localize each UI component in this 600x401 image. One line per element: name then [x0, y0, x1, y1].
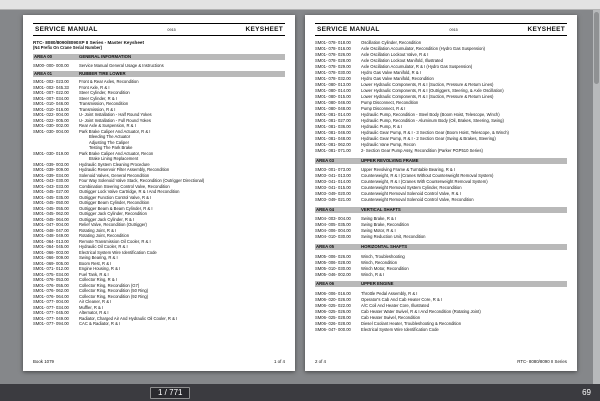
entry-code: SM01- 066- 003.00	[33, 249, 69, 255]
entry-description: Counterweight Removal Solenoid Control Valve, Recondition	[361, 197, 474, 203]
entry-code: SM06- 026- 028.00	[315, 320, 351, 326]
entry-code: SM01- 078- 018.00	[315, 40, 351, 45]
entry-description: Collector Ring, R & I	[79, 277, 117, 283]
entry-code: SM01- 076- 062.00	[33, 288, 69, 294]
viewer-bottom-toolbar	[0, 384, 600, 401]
entry-description: Front Axle, R & I	[79, 84, 110, 90]
entry-description: A/C Coil And Heater Core, Illustrated	[361, 302, 430, 308]
entry-description: Axle Oscillation Accumulator, R & I (Hydro Gas Suspension)	[361, 64, 473, 69]
entry-description: Park Brake Caliper And Actuator, Recon	[79, 150, 154, 156]
entry-description: Axle Oscillation Lockout Manifold, Illustrated	[361, 58, 443, 63]
keysheet-entry	[33, 321, 285, 327]
entry-description: Swing Brake, Recondition	[361, 222, 409, 228]
area-name: GENERAL INFORMATION	[79, 54, 132, 59]
subentry-text: Testing The Park Brake	[89, 145, 133, 151]
area-section-header	[315, 207, 567, 213]
keysheet-entry-list-left	[33, 54, 285, 327]
entry-description: Axle Oscillation Accumulator, Recondition (Hydro Gas Suspension)	[361, 46, 486, 51]
area-code: AREA 00	[34, 54, 52, 59]
entry-code: SM01- 076- 064.00	[33, 293, 69, 299]
entry-description: Collector Ring, Recondition (G7)	[79, 282, 140, 288]
entry-description: Pump Disconnect, Recondition	[361, 100, 419, 105]
page-number-indicator[interactable]: 1 / 771	[150, 387, 190, 399]
entry-description: Steer Cylinder, Recondition	[79, 90, 130, 96]
entry-description: Hydro Gas Valve Manifold, Recondition	[361, 76, 434, 81]
scrollbar-thumb[interactable]	[594, 12, 599, 84]
subentry-text: Adjusting The Caliper	[89, 139, 129, 145]
entry-description: Cab Heater Swivel, Recondition	[361, 314, 421, 320]
entry-code: SM01- 071- 012.00	[33, 266, 69, 272]
area-code: AREA 06	[316, 281, 334, 287]
entry-code: SM01- 081- 048.00	[315, 136, 351, 141]
entry-description: Electrical System Wire Identification Code	[361, 326, 439, 332]
entry-description: Swing Bearing, R & I	[79, 255, 118, 261]
entry-code: SM06- 025- 022.00	[315, 302, 351, 308]
entry-description: Hydraulic Pump, R & I	[361, 124, 403, 129]
entry-code: SM04- 010- 030.00	[315, 234, 351, 240]
keysheet-entry	[315, 197, 567, 203]
entry-code: SM01- 010- 046.00	[33, 101, 69, 107]
entry-code: SM01- 064- 045.00	[33, 244, 69, 250]
page-header-left: SERVICE MANUAL	[35, 26, 98, 33]
entry-code: SM01- 045- 050.00	[33, 200, 69, 206]
entry-code: SM01- 081- 071.00	[315, 148, 351, 153]
zoom-level: 69	[582, 388, 591, 397]
entry-code: SM01- 077- 094.00	[33, 321, 69, 327]
area-code: AREA 05	[316, 243, 334, 249]
entry-description: Combination Steering Control Valve, Recondition	[79, 183, 170, 189]
document-page-1	[23, 15, 295, 371]
entry-code: SM01- 045- 035.00	[33, 194, 69, 200]
page-header	[33, 23, 285, 36]
entry-description: Transmission, R & I	[79, 106, 116, 112]
entry-description: Oscillation Cylinder, Recondition	[361, 40, 422, 45]
entry-code: SM01- 081- 046.00	[315, 130, 351, 135]
area-name: VERTICAL SHAFTS	[361, 206, 401, 212]
entry-description: Hydraulic Gear Pump, R & I - 2 Section Gear (Swing & Brakes, Steering)	[361, 136, 496, 141]
entry-code: SM01- 043- 030.00	[33, 178, 69, 184]
entry-code: SM01- 030- 004.00	[33, 128, 69, 134]
entry-code: SM01- 064- 013.00	[33, 238, 69, 244]
entry-code: SM01- 039- 034.00	[33, 172, 69, 178]
vertical-scrollbar[interactable]	[593, 10, 600, 384]
entry-code: SM01- 078- 030.00	[315, 70, 351, 75]
document-title-block	[33, 40, 285, 50]
entry-description: Transmission, Recondition	[79, 101, 129, 107]
entry-code: SM01- 030- 019.00	[33, 150, 69, 156]
entry-code: SM01- 080- 014.00	[315, 88, 351, 93]
entry-code: SM01- 078- 032.00	[315, 76, 351, 81]
entry-description: Hydraulic Oil Cooler, R & I	[79, 244, 128, 250]
footer-page-count: 1 of 4	[274, 359, 285, 364]
entry-description: Counterweight Removal System Cylinder, Recondition	[361, 185, 462, 191]
entry-code: SM01- 078- 016.00	[315, 46, 351, 51]
entry-code: SM01- 080- 013.00	[315, 82, 351, 87]
keysheet-entry	[315, 272, 567, 278]
entry-code: SM01- 039- 003.00	[33, 161, 69, 167]
entry-description: Lower Hydraulic Components, R & I (Suction, Pressure & Return Lines)	[361, 94, 494, 99]
entry-code: SM03- 041- 014.00	[315, 179, 351, 185]
entry-code: SM01- 076- 053.00	[33, 277, 69, 283]
entry-code: SM01- 030- 002.00	[33, 123, 69, 129]
entry-description: Rotating Joint, R & I	[79, 227, 117, 233]
area-name: UPPER ENGINE	[361, 281, 394, 287]
entry-description: CAC & Radiator, R & I	[79, 321, 121, 327]
entry-description: Collector Ring, Recondition (50 Ring)	[79, 288, 149, 294]
entry-code: SM01- 045- 027.00	[33, 189, 69, 195]
area-section-header	[315, 244, 567, 250]
subentry-text: Brake Lining Replacement	[89, 156, 139, 162]
entry-description: Front & Rear Axles, Recondition	[79, 79, 139, 85]
entry-code: SM01- 080- 046.00	[315, 100, 351, 105]
entry-code: SM01- 048- 049.00	[33, 233, 69, 239]
entry-code: SM01- 047- 004.00	[33, 222, 69, 228]
entry-description: Outrigger Beam Cylinder, Recondition	[79, 200, 150, 206]
entry-description: Collector Ring, Recondition (92 Ring)	[79, 293, 149, 299]
entry-description: Throttle Pedal Assembly, R & I	[361, 290, 418, 296]
entry-description: Counterweight Removal Solenoid Control Valve, R & I	[361, 191, 461, 197]
entry-code: SM01- 022- 004.00	[33, 112, 69, 118]
entry-code: SM05- 006- 026.00	[315, 253, 351, 259]
entry-code: SM01- 045- 064.00	[33, 216, 69, 222]
entry-code: SM01- 077- 045.00	[33, 310, 69, 316]
entry-description: Solenoid Valves, General Recondition	[79, 172, 150, 178]
page-header-date-code: 0915	[167, 28, 176, 32]
subentry-text: Bleeding The Actuator	[89, 134, 131, 140]
entry-code: SM01- 045- 055.00	[33, 205, 69, 211]
entry-description: Engine Housing, R & I	[79, 266, 121, 272]
entry-code: SM01- 048- 047.00	[33, 227, 69, 233]
entry-description: Service Manual General Usage & Instructions	[79, 62, 164, 68]
entry-description: Cab Heater Water Swivel, R & I And Recondition (Rotating Joint)	[361, 308, 481, 314]
entry-code: SM01- 007- 034.00	[33, 95, 69, 101]
entry-code: SM01- 077- 034.00	[33, 304, 69, 310]
keysheet-entry-list-right	[315, 40, 567, 333]
area-code: AREA 03	[316, 157, 334, 163]
entry-code: SM01- 002- 045.33	[33, 84, 69, 90]
entry-code: SM01- 045- 062.00	[33, 211, 69, 217]
entry-code: SM01- 078- 029.00	[315, 64, 351, 69]
entry-description: Outrigger Lock Valve Cartridge, R & I And Recondition	[79, 189, 180, 195]
entry-description: Electrical System Wire Identification Code	[79, 249, 157, 255]
entry-description: Rear Axle & Suspension, R & I	[79, 123, 136, 129]
entry-description: Diesel Coolant Heater, Troubleshooting & Recondition	[361, 320, 462, 326]
entry-code: SM01- 077- 004.00	[33, 299, 69, 305]
document-page-2	[305, 15, 577, 371]
entry-description: Pump Disconnect, R & I	[361, 106, 406, 111]
entry-description: Hydro Gas Valve Manifold, R & I	[361, 70, 421, 75]
entry-description: U- Joint Installation - Half Round Yokes	[79, 112, 152, 118]
entry-code: SM01- 078- 026.00	[315, 52, 351, 57]
browser-toolbar-strip	[0, 0, 600, 10]
entry-description: Alternator, R & I	[79, 310, 109, 316]
footer-series-name: RTC- 8080/8090 II Series	[517, 359, 567, 364]
entry-description: Lower Hydraulic Components, R & I (Outriggers, Steering, & Axle Oscillation)	[361, 88, 504, 93]
entry-code: SM06- 025- 026.00	[315, 308, 351, 314]
document-title: RTC- 8080/8090/8090XP II Series - Master Keysheet	[33, 40, 144, 45]
entry-description: Outrigger Jack Cylinder, R & I	[79, 216, 135, 222]
entry-code: SM01- 081- 062.00	[315, 142, 351, 147]
entry-code: SM01- 022- 005.00	[33, 117, 69, 123]
entry-description: 2- Section Gear Pump Assy, Recondition (Parker PGP510 Series)	[361, 148, 483, 153]
entry-description: Swing Reduction Unit, Recondition	[361, 234, 426, 240]
entry-description: Winch Motor, Recondition	[361, 265, 409, 271]
entry-description: Remote Transmission Oil Cooler, R & I	[79, 238, 151, 244]
entry-code: SM01- 010- 016.00	[33, 106, 69, 112]
area-section-header	[33, 71, 285, 77]
area-section-header	[315, 281, 567, 287]
entry-code: SM01- 081- 027.00	[315, 118, 351, 123]
page-footer	[33, 359, 285, 364]
page-footer	[315, 359, 567, 364]
area-name: UPPER REVOLVING FRAME	[361, 157, 419, 163]
area-section-header	[315, 158, 567, 164]
entry-description: Counterweight, R & I (Cranes Without Counterweight Removal System)	[361, 173, 494, 179]
entry-code: SM01- 080- 015.00	[315, 94, 351, 99]
entry-code: SM06- 006- 016.00	[315, 290, 351, 296]
entry-code: SM01- 081- 014.00	[315, 112, 351, 117]
entry-code: SM01- 007- 022.00	[33, 90, 69, 96]
area-code: AREA 01	[34, 70, 52, 76]
entry-description: Swing Motor, R & I	[361, 228, 396, 234]
area-section-header	[33, 54, 285, 60]
entry-description: Hydraulic Pump, Recondition - Steel Body (Boom Hoist, Telescope, Winch)	[361, 112, 500, 117]
entry-description: Muffler, R & I	[79, 304, 104, 310]
document-subtitle: (N4 Prefix On Crane Serial Number)	[33, 45, 102, 50]
entry-description: Winch, Troubleshooting	[361, 253, 405, 259]
entry-description: Hydraulic Pump, Recondition - Aluminum Body (Oil, Brakes, Steering, Swing)	[361, 118, 504, 123]
entry-code: SM03- 041- 015.00	[315, 185, 351, 191]
entry-code: SM01- 002- 023.00	[33, 79, 69, 85]
entry-code: SM04- 006- 004.00	[315, 228, 351, 234]
entry-description: U- Joint Installation - Full Round Yokes	[79, 117, 151, 123]
entry-description: Swing Brake, R & I	[361, 216, 397, 222]
entry-description: Counterweight, R & I (Cranes With Counterweight Removal System)	[361, 179, 488, 185]
entry-code: SM01- 080- 048.00	[315, 106, 351, 111]
entry-code: SM05- 010- 030.00	[315, 265, 351, 271]
keysheet-entry	[33, 63, 285, 69]
entry-code: SM04- 003- 004.00	[315, 216, 351, 222]
page-header-right: KEYSHEET	[245, 26, 283, 33]
entry-code: SM01- 039- 009.00	[33, 167, 69, 173]
area-code: AREA 04	[316, 206, 334, 212]
entry-description: Hydraulic Gear Pump, R & I - 3 Section Gear (Boom Hoist, Telescope, & Winch)	[361, 130, 509, 135]
entry-description: Upper Revolving Frame & Turntable Bearing, R & I	[361, 167, 456, 173]
entry-description: Winch, Recondition	[361, 259, 398, 265]
entry-description: Steer Cylinder, R & I	[79, 95, 117, 101]
entry-description: Hydraulic Reservoir Filter Assembly, Recondition	[79, 167, 170, 173]
keysheet-entry	[315, 234, 567, 240]
entry-description: Winch, R & I	[361, 271, 385, 277]
entry-code: SM01- 081- 036.00	[315, 124, 351, 129]
page-header-right: KEYSHEET	[527, 26, 565, 33]
area-name: RUBBER TIRE LOWER	[79, 70, 126, 76]
entry-description: Hydraulic System Cleaning Procedure	[79, 161, 150, 167]
entry-code: SM03- 001- 073.00	[315, 167, 351, 173]
entry-code: SM03- 041- 013.00	[315, 173, 351, 179]
entry-code: SM01- 066- 009.00	[33, 255, 69, 261]
entry-description: Lower Hydraulic Components, R & I (Suction, Pressure & Return Lines)	[361, 82, 494, 87]
footer-book-number: Book 1079	[33, 359, 54, 364]
entry-description: Outrigger Beam & Beam Cylinder, R & I	[79, 205, 153, 211]
entry-code: SM03- 049- 021.00	[315, 197, 351, 203]
entry-code: SM01- 043- 033.00	[33, 183, 69, 189]
keysheet-entry	[315, 148, 567, 154]
entry-code: SM04- 005- 035.00	[315, 222, 351, 228]
entry-description: Operator's Cab And Cab Heater Core, R & I	[361, 296, 443, 302]
entry-code: SM00- 000- 000.00	[33, 62, 69, 68]
entry-description: Four Way Solenoid Valve Stack, Recondition (Outrigger Directional)	[79, 178, 205, 184]
footer-page-count: 2 of 4	[315, 359, 326, 364]
entry-code: SM06- 020- 026.00	[315, 296, 351, 302]
entry-code: SM01- 078- 028.00	[315, 58, 351, 63]
entry-code: SM01- 075- 034.00	[33, 271, 69, 277]
entry-code: SM06- 047- 000.00	[315, 326, 351, 332]
entry-description: Boom Rest, R & I	[79, 260, 112, 266]
page-header-date-code: 0915	[449, 28, 458, 32]
entry-code: SM06- 025- 028.00	[315, 314, 351, 320]
keysheet-entry	[315, 327, 567, 333]
area-name: HORIZONTAL SHAFTS	[361, 243, 408, 249]
entry-description: Hydraulic Vane Pump, Recon	[361, 142, 416, 147]
document-viewer-area	[0, 10, 600, 384]
entry-code: SM01- 077- 049.00	[33, 315, 69, 321]
entry-description: Axle Oscillation Lockout Valve, R & I	[361, 52, 429, 57]
entry-description: Air Cleaner, R & I	[79, 299, 112, 305]
entry-description: Radiator, Charged Air And Hydraulic Oil Cooler, R & I	[79, 315, 178, 321]
entry-description: Outrigger Jack Cylinder, Recondition	[79, 211, 147, 217]
entry-code: SM01- 076- 055.00	[33, 282, 69, 288]
entry-code: SM05- 006- 028.00	[315, 259, 351, 265]
entry-code: SM03- 049- 020.00	[315, 191, 351, 197]
page-header	[315, 23, 567, 36]
entry-description: Relief Valve, Recondition (Outrigger)	[79, 222, 147, 228]
entry-description: Outrigger Function Control Valve, R & I	[79, 194, 152, 200]
page-header-left: SERVICE MANUAL	[317, 26, 380, 33]
entry-description: Fuel Tank, R & I	[79, 271, 109, 277]
entry-code: SM05- 046- 002.00	[315, 271, 351, 277]
entry-code: SM01- 069- 005.00	[33, 260, 69, 266]
entry-description: Park Brake Caliper And Actuator, R & I	[79, 128, 151, 134]
entry-description: Rotating Joint, Recondition	[79, 233, 130, 239]
